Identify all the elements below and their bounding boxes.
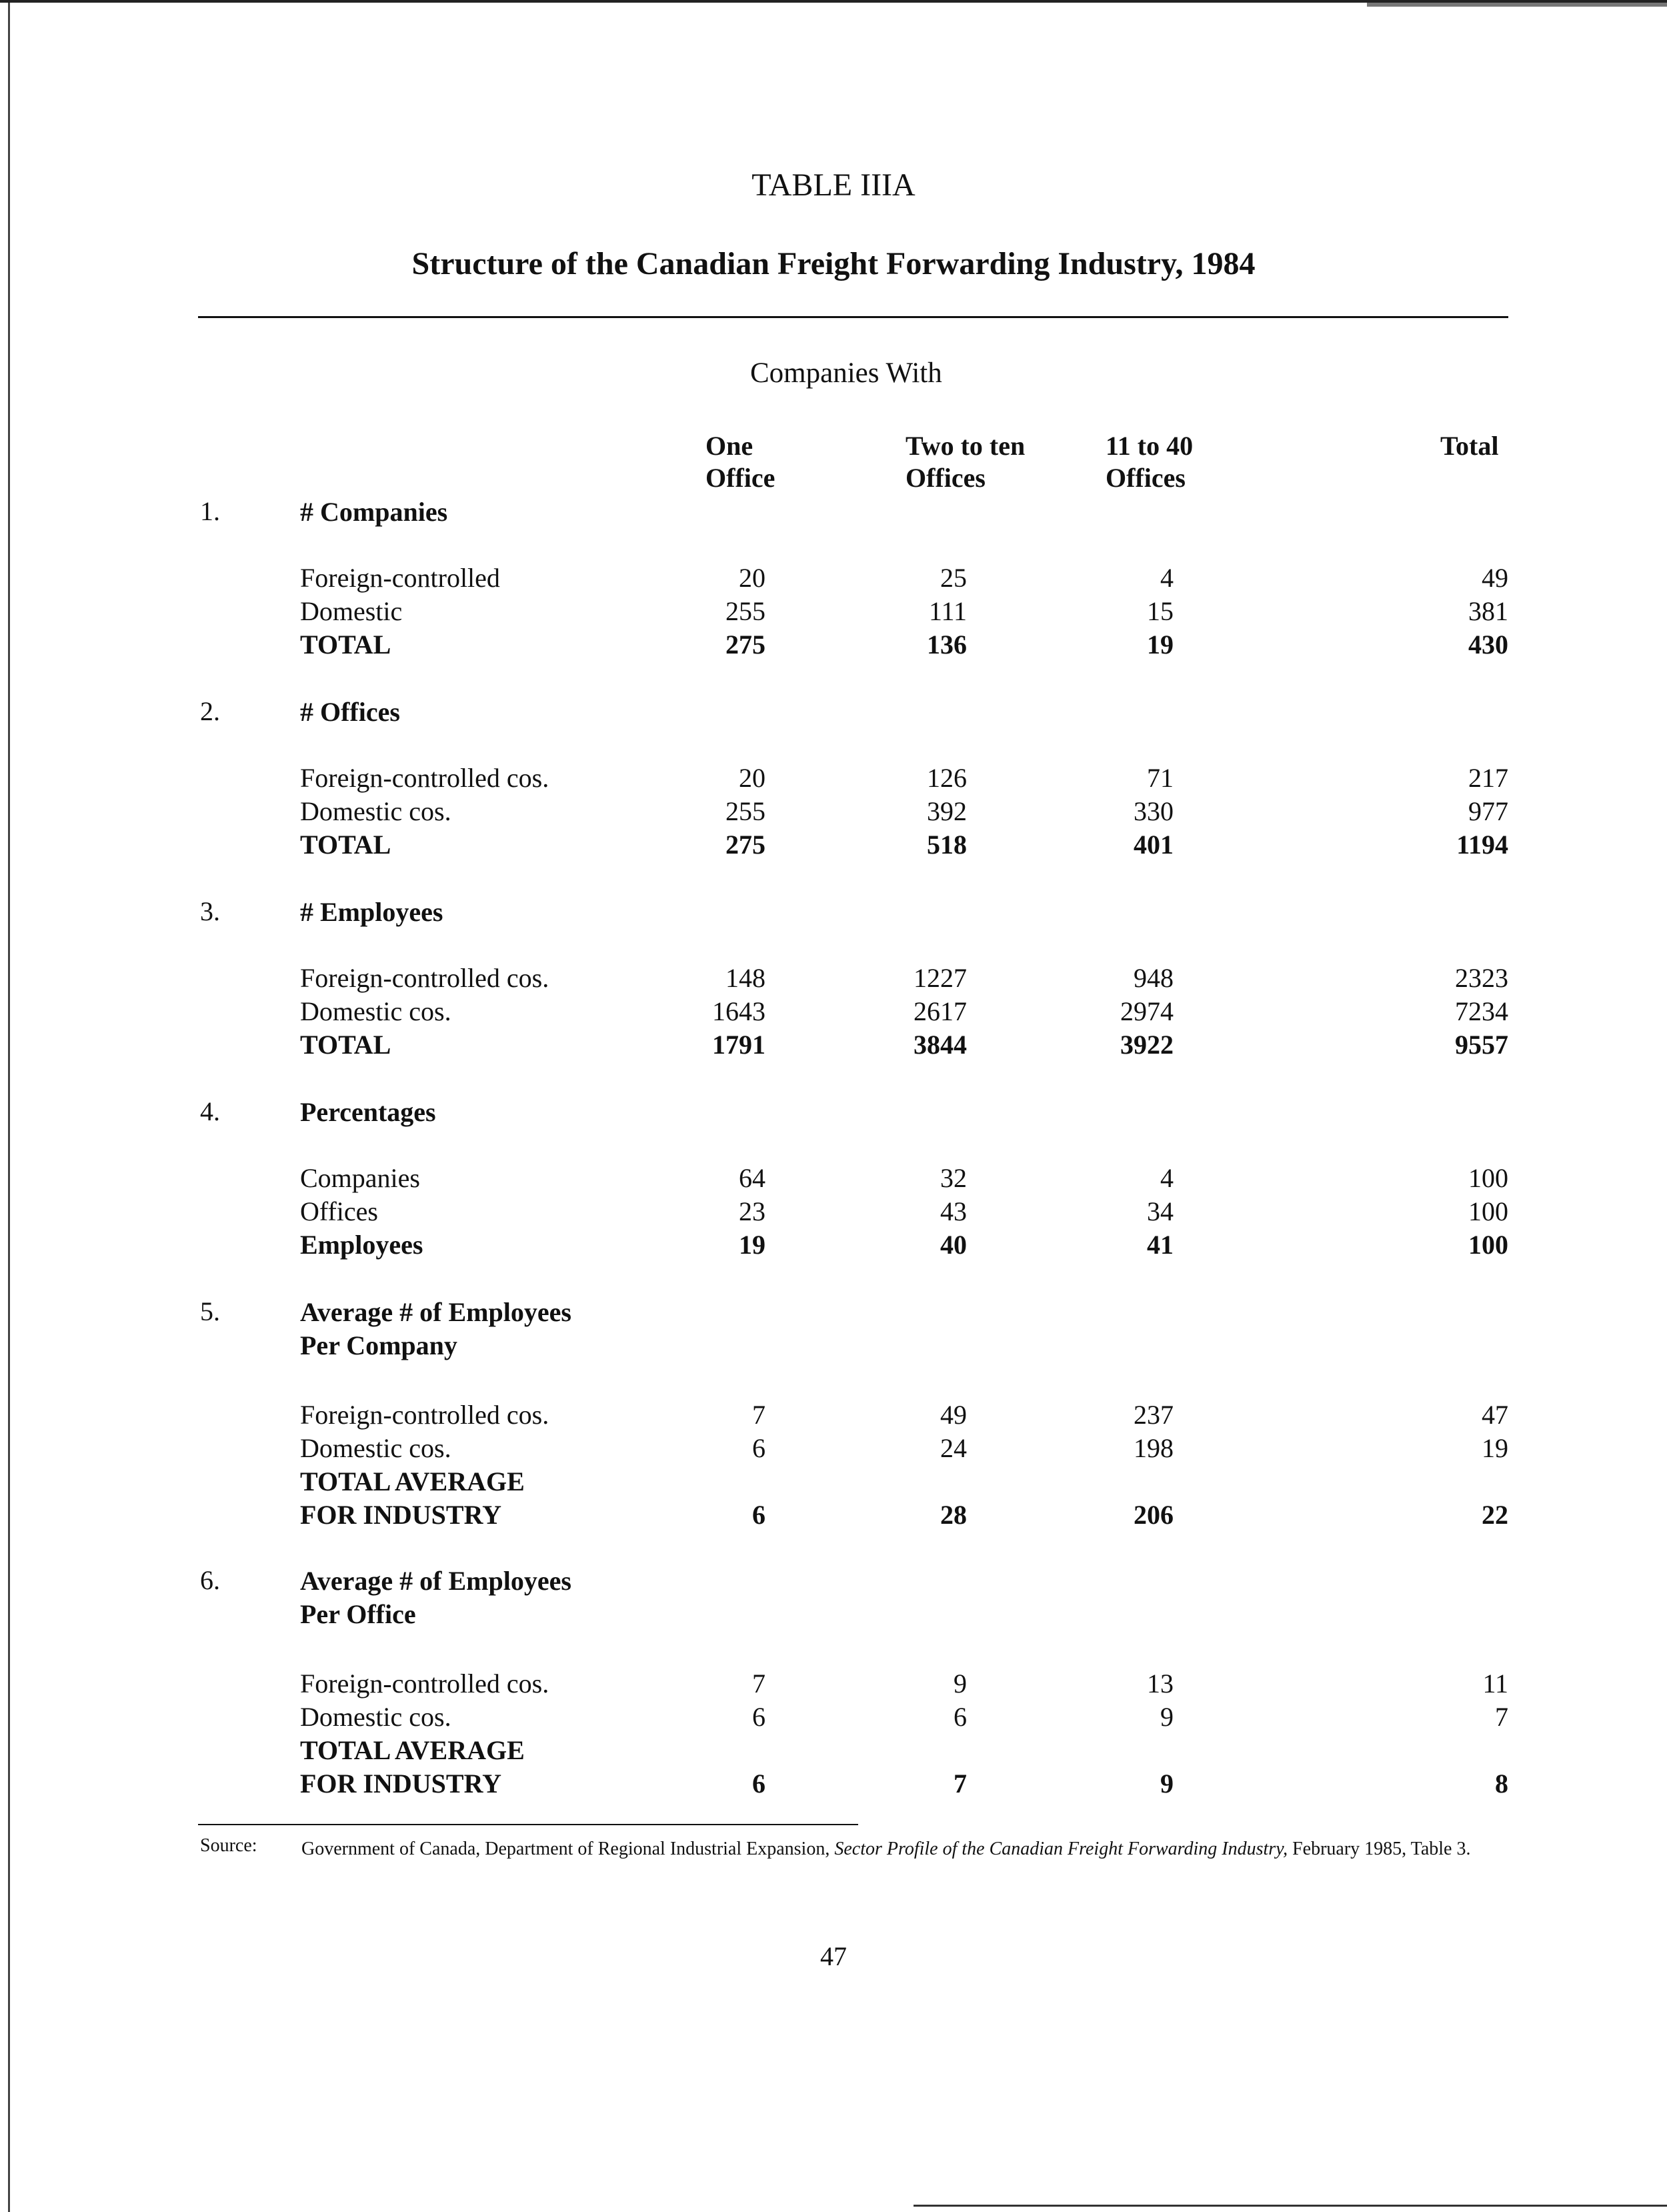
table-cell: 948 xyxy=(1134,963,1174,993)
table-cell: 255 xyxy=(725,796,765,826)
table-title: Structure of the Canadian Freight Forwarding Industry, 1984 xyxy=(411,246,1256,281)
section-title: # Employees xyxy=(300,897,443,927)
table-cell: 2323 xyxy=(1455,963,1508,993)
table-cell: 7 xyxy=(954,1769,967,1799)
table-cell: 9 xyxy=(1160,1702,1174,1732)
table-cell: 49 xyxy=(1482,563,1508,593)
section-title: # Companies xyxy=(300,497,448,527)
table-cell: 198 xyxy=(1134,1433,1174,1463)
table-cell: 34 xyxy=(1147,1196,1174,1226)
table-cell: 4 xyxy=(1160,1163,1174,1193)
table-cell: 1643 xyxy=(712,996,765,1026)
section-title: Percentages xyxy=(300,1097,436,1127)
column-header-11-to-40: 11 to 40 Offices xyxy=(1106,431,1194,493)
row-label: Domestic cos. xyxy=(300,996,451,1026)
table-cell: 126 xyxy=(927,763,967,793)
table-cell: 7 xyxy=(752,1669,765,1699)
section-number: 1. xyxy=(200,496,220,526)
table-cell: 148 xyxy=(725,963,765,993)
table-cell: 20 xyxy=(739,763,765,793)
table-cell: 40 xyxy=(940,1230,967,1260)
table-cell: 7 xyxy=(752,1400,765,1430)
page-bottom-edge xyxy=(914,2205,1667,2207)
table-cell: 330 xyxy=(1134,796,1174,826)
row-label: Foreign-controlled cos. xyxy=(300,963,549,993)
table-cell: 49 xyxy=(940,1400,967,1430)
table-cell: 217 xyxy=(1468,763,1508,793)
table-cell: 28 xyxy=(940,1500,967,1530)
table-cell: 6 xyxy=(954,1702,967,1732)
table-cell: 6 xyxy=(752,1702,765,1732)
page-top-edge-shadow xyxy=(1367,3,1667,7)
page-number: 47 xyxy=(820,1941,847,1971)
table-cell: 4 xyxy=(1160,563,1174,593)
table-cell: 392 xyxy=(927,796,967,826)
table-cell: 6 xyxy=(752,1769,765,1799)
table-cell: 9557 xyxy=(1455,1030,1508,1060)
title-rule xyxy=(198,316,1508,318)
section-number: 5. xyxy=(200,1296,220,1326)
row-label-line2: FOR INDUSTRY xyxy=(300,1500,501,1530)
section-number: 6. xyxy=(200,1565,220,1595)
table-cell: 2617 xyxy=(914,996,967,1026)
section-title: # Offices xyxy=(300,697,400,727)
section-number: 2. xyxy=(200,696,220,726)
table-cell: 7 xyxy=(1495,1702,1508,1732)
table-cell: 19 xyxy=(739,1230,765,1260)
row-label: Foreign-controlled cos. xyxy=(300,1400,549,1430)
table-cell: 100 xyxy=(1468,1163,1508,1193)
row-label: TOTAL xyxy=(300,830,391,860)
row-label: TOTAL AVERAGE xyxy=(300,1735,525,1765)
table-cell: 381 xyxy=(1468,596,1508,626)
table-cell: 41 xyxy=(1147,1230,1174,1260)
table-cell: 11 xyxy=(1482,1669,1508,1699)
table-cell: 23 xyxy=(739,1196,765,1226)
table-cell: 100 xyxy=(1468,1196,1508,1226)
column-header-two-to-ten: Two to ten Offices xyxy=(906,431,1026,493)
table-cell: 401 xyxy=(1134,830,1174,860)
table-cell: 430 xyxy=(1468,630,1508,660)
table-cell: 3844 xyxy=(914,1030,967,1060)
table-cell: 136 xyxy=(927,630,967,660)
table-cell: 47 xyxy=(1482,1400,1508,1430)
table-cell: 206 xyxy=(1134,1500,1174,1530)
table-cell: 9 xyxy=(954,1669,967,1699)
row-label: Domestic cos. xyxy=(300,1702,451,1732)
column-header-one-office: One Office xyxy=(705,431,775,493)
table-cell: 2974 xyxy=(1120,996,1174,1026)
section-title: Average # of Employees xyxy=(300,1566,571,1596)
table-cell: 64 xyxy=(739,1163,765,1193)
footnote-rule xyxy=(198,1824,858,1825)
table-cell: 25 xyxy=(940,563,967,593)
section-number: 3. xyxy=(200,896,220,926)
section-number: 4. xyxy=(200,1096,220,1126)
column-header-total: Total xyxy=(1440,431,1499,461)
table-cell: 518 xyxy=(927,830,967,860)
row-label: TOTAL xyxy=(300,630,391,660)
row-label-line2: FOR INDUSTRY xyxy=(300,1769,501,1799)
table-cell: 1227 xyxy=(914,963,967,993)
table-cell: 22 xyxy=(1482,1500,1508,1530)
table-cell: 32 xyxy=(940,1163,967,1193)
table-cell: 71 xyxy=(1147,763,1174,793)
row-label: Domestic xyxy=(300,596,403,626)
table-cell: 6 xyxy=(752,1500,765,1530)
table-cell: 13 xyxy=(1147,1669,1174,1699)
table-cell: 9 xyxy=(1160,1769,1174,1799)
table-cell: 1194 xyxy=(1456,830,1508,860)
table-cell: 100 xyxy=(1468,1230,1508,1260)
source-text: Government of Canada, Department of Regional Industrial Expansion, Sector Profile of the Canadian Freight Forwarding Industry, February 1985, Table 3. xyxy=(301,1839,1471,1859)
row-label: Domestic cos. xyxy=(300,1433,451,1463)
source-publication-title: Sector Profile of the Canadian Freight Forwarding Industry, xyxy=(834,1839,1288,1859)
table-cell: 19 xyxy=(1482,1433,1508,1463)
page-left-edge xyxy=(8,0,10,2212)
section-title-line2: Per Office xyxy=(300,1599,416,1629)
table-cell: 43 xyxy=(940,1196,967,1226)
source-label: Source: xyxy=(200,1835,257,1856)
table-cell: 275 xyxy=(725,630,765,660)
table-cell: 6 xyxy=(752,1433,765,1463)
group-header: Companies With xyxy=(750,357,942,389)
row-label: Foreign-controlled xyxy=(300,563,500,593)
table-cell: 19 xyxy=(1147,630,1174,660)
section-title: Average # of Employees xyxy=(300,1297,571,1327)
table-cell: 20 xyxy=(739,563,765,593)
table-cell: 3922 xyxy=(1120,1030,1174,1060)
section-title-line2: Per Company xyxy=(300,1330,457,1360)
table-cell: 237 xyxy=(1134,1400,1174,1430)
table-cell: 1791 xyxy=(712,1030,765,1060)
table-cell: 7234 xyxy=(1455,996,1508,1026)
row-label: Employees xyxy=(300,1230,423,1260)
table-cell: 24 xyxy=(940,1433,967,1463)
table-cell: 977 xyxy=(1468,796,1508,826)
table-cell: 8 xyxy=(1495,1769,1508,1799)
row-label: Offices xyxy=(300,1196,378,1226)
table-cell: 15 xyxy=(1147,596,1174,626)
row-label: Domestic cos. xyxy=(300,796,451,826)
table-cell: 255 xyxy=(725,596,765,626)
table-cell: 275 xyxy=(725,830,765,860)
table-cell: 111 xyxy=(928,596,967,626)
row-label: TOTAL AVERAGE xyxy=(300,1466,525,1496)
row-label: Foreign-controlled cos. xyxy=(300,763,549,793)
row-label: Foreign-controlled cos. xyxy=(300,1669,549,1699)
table-label: TABLE IIIA xyxy=(751,167,916,203)
row-label: TOTAL xyxy=(300,1030,391,1060)
row-label: Companies xyxy=(300,1163,420,1193)
